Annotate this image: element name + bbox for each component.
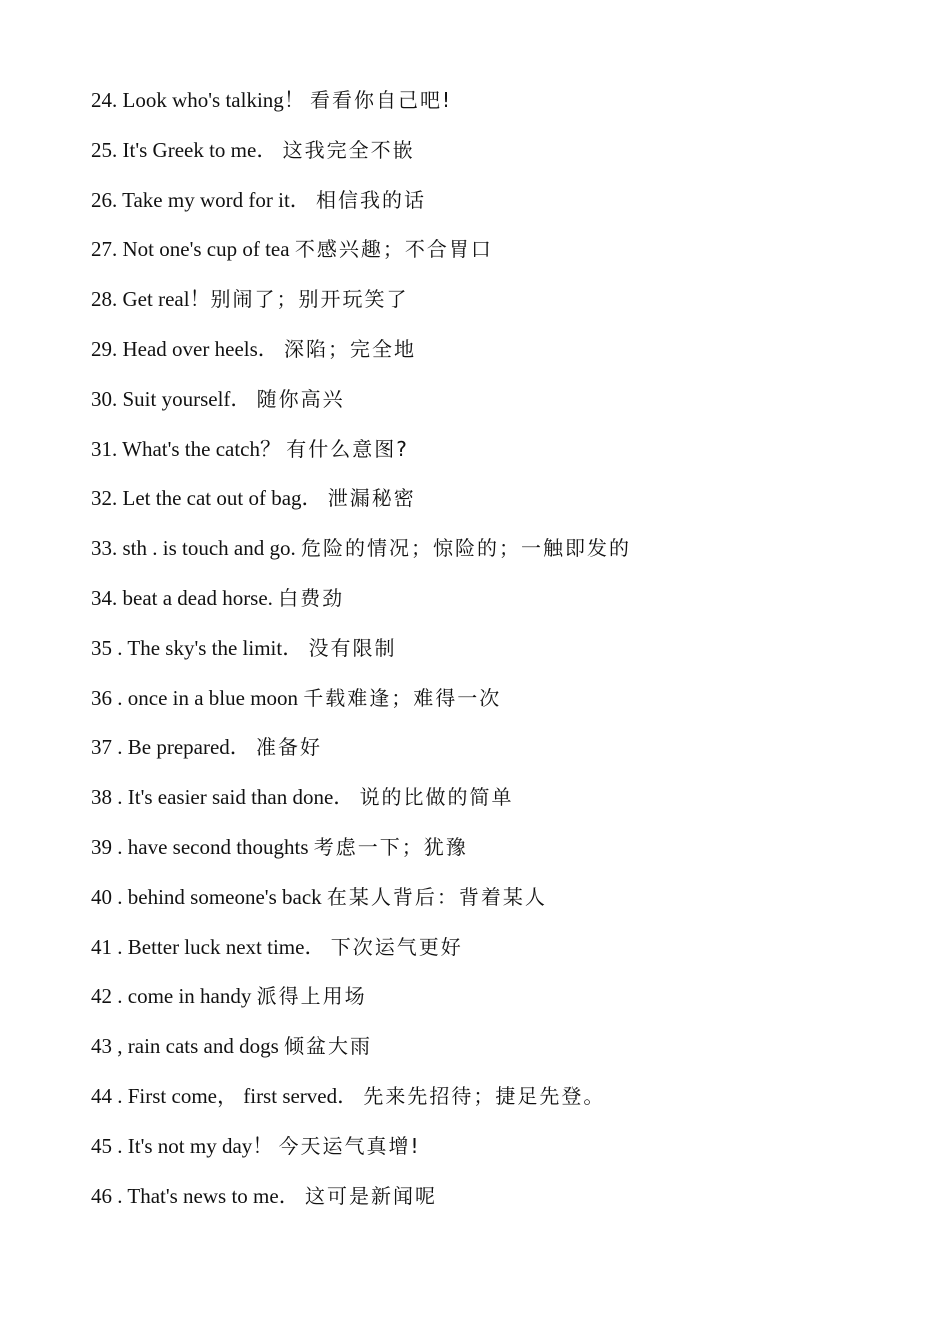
english-phrase: 28. Get real！ — [91, 287, 211, 312]
chinese-meaning: 有什么意图? — [286, 436, 409, 461]
idiom-entry — [91, 981, 911, 1031]
english-phrase: 24. Look who's talking！ — [91, 88, 311, 112]
chinese-meaning: 白费劲 — [278, 585, 345, 610]
idiom-entry — [91, 1181, 911, 1231]
chinese-meaning: 这我完全不嵌 — [282, 137, 415, 162]
english-phrase: 26. Take my word for it． — [91, 187, 317, 212]
chinese-meaning: 考虑一下；犹豫 — [313, 834, 468, 859]
english-phrase: 41 . Better luck next time． — [91, 934, 331, 959]
idiom-entry — [91, 932, 911, 982]
english-phrase: 37 . Be prepared． — [91, 735, 257, 760]
english-phrase: 45 . It's not my day！ — [91, 1133, 279, 1158]
english-phrase: 35 . The sky's the limit． — [91, 635, 309, 660]
idiom-entry — [91, 234, 911, 284]
english-phrase: 30. Suit yourself． — [91, 386, 257, 411]
idiom-entry — [91, 782, 911, 832]
chinese-meaning: 泄漏秘密 — [327, 486, 416, 511]
idiom-entry — [91, 633, 911, 683]
chinese-meaning: 深陷；完全地 — [284, 336, 417, 361]
chinese-meaning: 今天运气真增! — [278, 1133, 421, 1158]
chinese-meaning: 派得上用场 — [256, 984, 367, 1009]
idiom-entry — [91, 832, 911, 882]
english-phrase: 38 . It's easier said than done． — [91, 785, 360, 810]
chinese-meaning: 下次运气更好 — [330, 934, 463, 959]
english-phrase: 36 . once in a blue moon — [91, 685, 304, 710]
chinese-meaning: 没有限制 — [308, 635, 397, 660]
chinese-meaning: 随你高兴 — [256, 386, 345, 411]
english-phrase: 31. What's the catch？ — [91, 436, 287, 461]
idiom-entry — [91, 732, 911, 782]
chinese-meaning: 说的比做的简单 — [359, 785, 514, 810]
chinese-meaning: 准备好 — [256, 735, 323, 760]
idiom-entry — [91, 85, 911, 135]
english-phrase: 44 . First come， first served． — [91, 1083, 364, 1108]
english-phrase: 43 , rain cats and dogs — [91, 1034, 285, 1059]
chinese-meaning: 这可是新闻呢 — [304, 1183, 437, 1208]
idiom-entry — [91, 185, 911, 235]
idiom-entry — [91, 583, 911, 633]
idiom-entry — [91, 384, 911, 434]
english-phrase: 29. Head over heels． — [91, 336, 285, 361]
english-phrase: 27. Not one's cup of tea — [91, 237, 295, 262]
chinese-meaning: 先来先招待；捷足先登。 — [363, 1083, 606, 1108]
chinese-meaning: 倾盆大雨 — [284, 1034, 373, 1059]
idiom-entry — [91, 1031, 911, 1081]
english-phrase: 25. It's Greek to me． — [91, 137, 283, 162]
idiom-list — [91, 85, 911, 1230]
idiom-entry — [91, 483, 911, 533]
chinese-meaning: 别闹了；别开玩笑了 — [210, 287, 409, 312]
idiom-entry — [91, 533, 911, 583]
idiom-entry — [91, 434, 911, 484]
chinese-meaning: 不感兴趣；不合胃口 — [294, 237, 493, 262]
english-phrase: 32. Let the cat out of bag． — [91, 486, 328, 511]
idiom-entry — [91, 284, 911, 334]
idiom-entry — [91, 882, 911, 932]
chinese-meaning: 在某人背后：背着某人 — [326, 884, 547, 909]
chinese-meaning: 相信我的话 — [316, 187, 427, 212]
english-phrase: 34. beat a dead horse. — [91, 585, 279, 610]
chinese-meaning: 看看你自己吧! — [310, 88, 453, 112]
english-phrase: 40 . behind someone's back — [91, 884, 327, 909]
english-phrase: 39 . have second thoughts — [91, 834, 314, 859]
idiom-entry — [91, 683, 911, 733]
english-phrase: 33. sth . is touch and go. — [91, 536, 301, 561]
english-phrase: 46 . That's news to me． — [91, 1183, 305, 1208]
chinese-meaning: 千载难逢；难得一次 — [303, 685, 502, 710]
idiom-entry — [91, 334, 911, 384]
idiom-entry — [91, 135, 911, 185]
chinese-meaning: 危险的情况；惊险的；一触即发的 — [301, 536, 631, 561]
idiom-entry — [91, 1081, 911, 1131]
english-phrase: 42 . come in handy — [91, 984, 257, 1009]
idiom-entry — [91, 1131, 911, 1181]
